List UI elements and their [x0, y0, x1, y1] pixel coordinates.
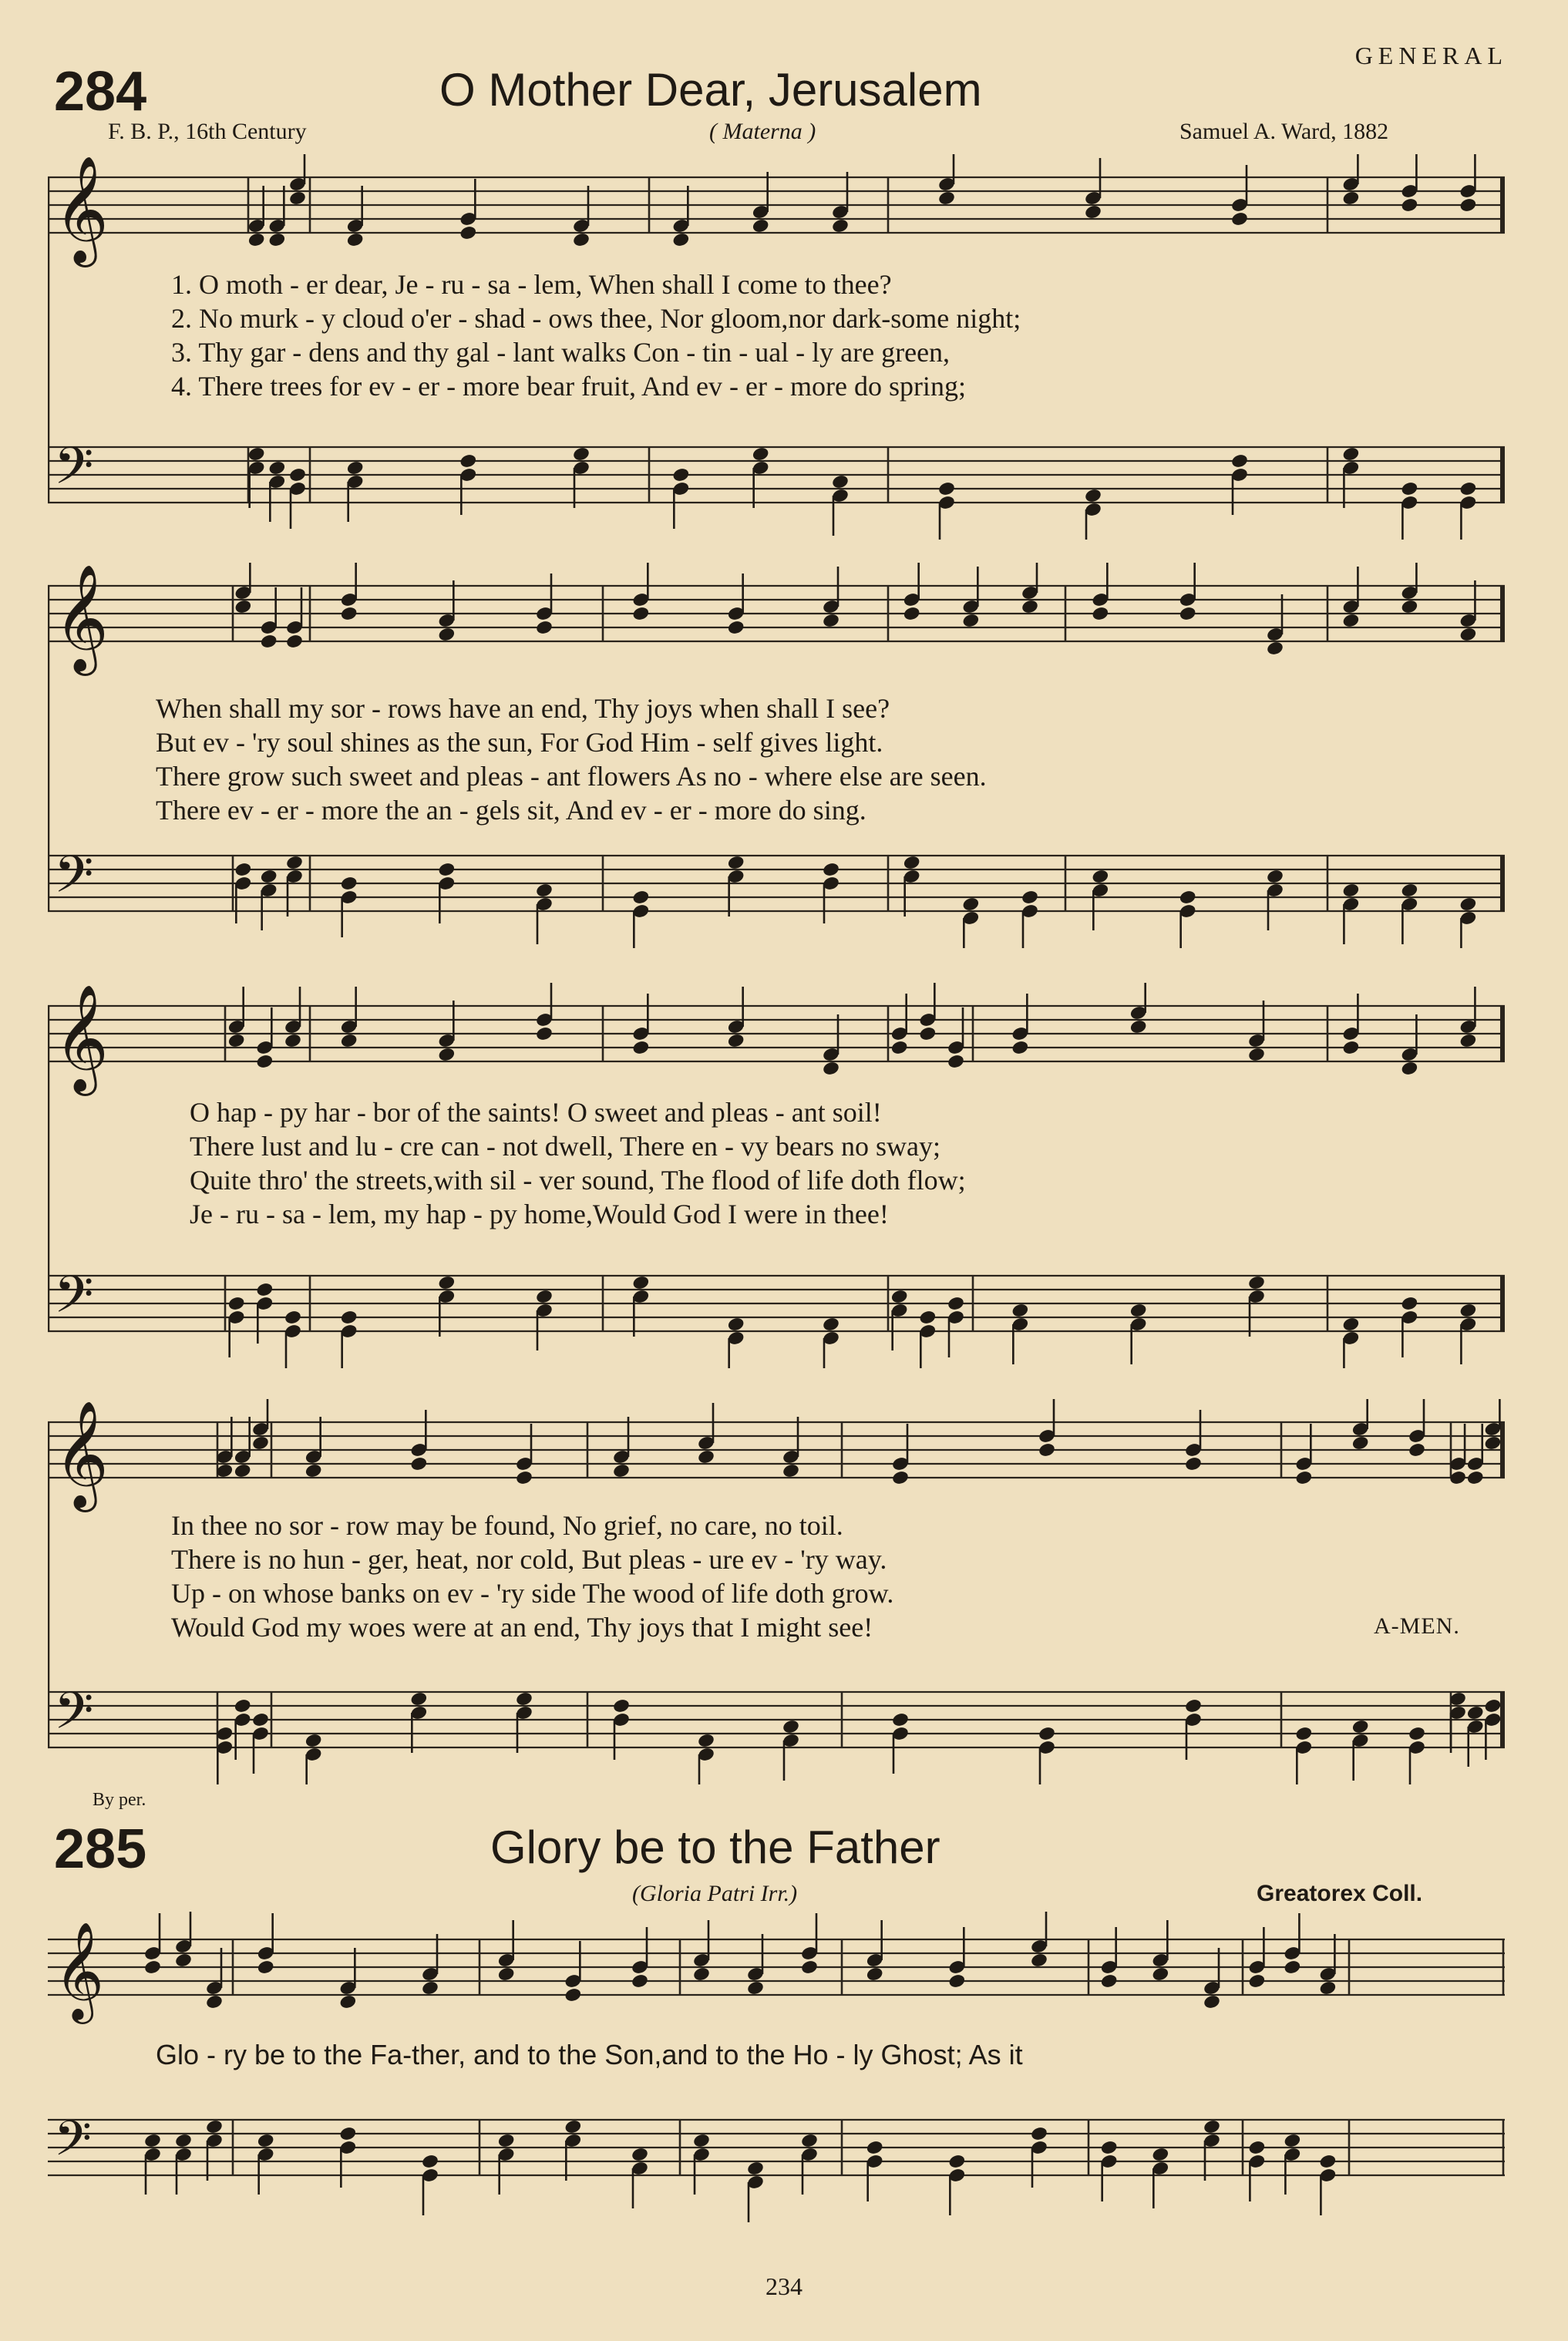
- note-head: [1184, 1698, 1203, 1714]
- note-head: [1408, 1442, 1426, 1458]
- note-head: [564, 2119, 582, 2135]
- note-head: [1400, 481, 1418, 497]
- note-head: [631, 1040, 650, 1056]
- note-head: [285, 634, 304, 650]
- note-head: [340, 606, 358, 622]
- lyric-verse-4: Je - ru - sa - lem, my hap - py home,Would God I were in thee!: [190, 1199, 889, 1229]
- note-head: [612, 1463, 631, 1479]
- note-head: [437, 627, 456, 643]
- note-head: [572, 232, 591, 248]
- treble-staff: [48, 156, 1505, 267]
- note-head: [1483, 1698, 1502, 1714]
- clef: 𝄞: [54, 1921, 105, 2020]
- note-head: [937, 190, 956, 207]
- note-head: [697, 1449, 715, 1465]
- note-head: [1038, 1726, 1056, 1742]
- treble-staff: [48, 1401, 1505, 1512]
- note-head: [903, 855, 921, 871]
- note-head: [1084, 204, 1102, 220]
- note-head: [631, 1275, 650, 1291]
- note-head: [1230, 453, 1249, 469]
- lyric-line-285: Glo - ry be to the Fa-ther, and to the Son,and to the Ho - ly Ghost; As it: [156, 2039, 1023, 2070]
- note-head: [1400, 1061, 1418, 1077]
- note-head: [1011, 1040, 1029, 1056]
- note-head: [1247, 1275, 1266, 1291]
- lyric-verse-1: When shall my sor - rows have an end, Thy joys when shall I see?: [156, 693, 890, 724]
- note-head: [1466, 1470, 1485, 1486]
- note-head: [1129, 1019, 1148, 1035]
- lyric-verse-2: 2. No murk - y cloud o'er - shad - ows thee, Nor gloom,nor dark-some night;: [171, 303, 1021, 334]
- note-head: [338, 2126, 357, 2142]
- note-head: [947, 2154, 966, 2170]
- note-head: [612, 1698, 631, 1714]
- note-head: [727, 620, 745, 636]
- note-head: [346, 232, 365, 248]
- note-head: [1459, 197, 1477, 214]
- note-head: [459, 225, 477, 241]
- note-head: [305, 1733, 323, 1749]
- note-head: [1294, 1470, 1313, 1486]
- treble-staff: [48, 564, 1505, 676]
- lyric-verse-2: There lust and lu - cre can - not dwell, There en - vy bears no sway;: [190, 1131, 940, 1162]
- lyric-verse-3: Quite thro' the streets,with sil - ver sound, The flood of life doth flow;: [190, 1165, 966, 1196]
- note-head: [1179, 890, 1197, 906]
- note-head: [822, 862, 840, 878]
- note-head: [782, 1719, 800, 1735]
- note-head: [174, 1953, 193, 1969]
- note-head: [340, 876, 358, 892]
- note-head: [234, 1463, 252, 1479]
- note-head: [284, 1033, 302, 1049]
- note-head: [1459, 1303, 1477, 1319]
- note-head: [1351, 1719, 1370, 1735]
- note-head: [1400, 599, 1418, 615]
- note-head: [1318, 2154, 1337, 2170]
- note-head: [631, 890, 650, 906]
- note-head: [288, 467, 307, 483]
- note-head: [692, 1966, 711, 1983]
- lyric-verse-3: There grow such sweet and pleas - ant flowers As no - where else are seen.: [156, 761, 987, 792]
- music-credit-285: Greatorex Coll.: [1257, 1881, 1423, 1906]
- note-head: [247, 446, 266, 462]
- note-head: [288, 190, 307, 207]
- hymn-title-284: O Mother Dear, Jerusalem: [439, 64, 982, 116]
- note-head: [890, 1289, 909, 1305]
- note-head: [831, 218, 850, 234]
- note-head: [1341, 190, 1360, 207]
- clef: 𝄞: [54, 564, 109, 671]
- note-head: [1247, 1047, 1266, 1063]
- clef: 𝄞: [54, 1401, 109, 1508]
- note-head: [1459, 627, 1477, 643]
- note-head: [1341, 446, 1360, 462]
- note-head: [234, 862, 252, 878]
- note-head: [1266, 869, 1284, 885]
- note-head: [1483, 1435, 1502, 1451]
- note-head: [346, 460, 365, 476]
- note-head: [1084, 488, 1102, 504]
- note-head: [752, 218, 770, 234]
- note-head: [947, 1054, 965, 1070]
- note-head: [143, 2133, 162, 2149]
- clef: 𝄢: [54, 1681, 94, 1753]
- note-head: [535, 1289, 554, 1305]
- note-head: [437, 862, 456, 878]
- tune-name-285: (Gloria Patri Irr.): [632, 1881, 798, 1906]
- note-head: [257, 1959, 275, 1976]
- note-head: [251, 1712, 270, 1728]
- note-head: [866, 1966, 884, 1983]
- note-head: [890, 1040, 909, 1056]
- note-head: [260, 869, 278, 885]
- note-head: [285, 855, 304, 871]
- note-head: [631, 2147, 649, 2163]
- note-head: [1038, 1442, 1056, 1458]
- clef: 𝄞: [54, 984, 109, 1091]
- note-head: [961, 613, 980, 629]
- note-head: [1021, 890, 1039, 906]
- note-head: [1030, 2126, 1048, 2142]
- note-head: [572, 446, 591, 462]
- note-head: [822, 1061, 840, 1077]
- note-head: [800, 2133, 819, 2149]
- note-head: [937, 481, 956, 497]
- note-head: [903, 606, 921, 622]
- note-head: [1247, 1973, 1266, 1990]
- note-head: [340, 1310, 358, 1326]
- note-head: [305, 1463, 323, 1479]
- note-head: [535, 1026, 554, 1042]
- note-head: [1129, 1303, 1148, 1319]
- note-head: [1247, 2140, 1266, 2156]
- note-head: [143, 1959, 162, 1976]
- note-head: [497, 1966, 516, 1983]
- note-head: [631, 606, 650, 622]
- amen-label: A-MEN.: [1374, 1613, 1460, 1639]
- note-head: [947, 1296, 965, 1312]
- note-head: [564, 1987, 582, 2003]
- note-head: [284, 1310, 302, 1326]
- note-head: [535, 883, 554, 899]
- lyric-verse-4: 4. There trees for ev - er - more bear fruit, And ev - er - more do spring;: [171, 371, 966, 402]
- note-head: [234, 1698, 252, 1714]
- note-head: [1151, 1966, 1169, 1983]
- note-head: [1341, 613, 1360, 629]
- note-head: [268, 232, 286, 248]
- note-head: [1459, 896, 1477, 913]
- lyric-verse-1: In thee no sor - row may be found, No grief, no care, no toil.: [171, 1510, 843, 1541]
- note-head: [338, 1994, 357, 2010]
- note-head: [1230, 211, 1249, 227]
- section-label: GENERAL: [1354, 42, 1508, 69]
- system-285: [48, 1912, 1505, 2235]
- note-head: [746, 1980, 765, 1996]
- note-head: [746, 2161, 765, 2177]
- lyric-verse-3: Up - on whose banks on ev - 'ry side The wood of life doth grow.: [171, 1578, 894, 1609]
- note-head: [515, 1470, 533, 1486]
- note-head: [257, 2133, 275, 2149]
- note-head: [205, 2119, 224, 2135]
- note-head: [340, 1033, 358, 1049]
- note-head: [437, 1047, 456, 1063]
- note-head: [1341, 883, 1360, 899]
- clef: 𝄢: [54, 845, 94, 917]
- lyric-verse-1: 1. O moth - er dear, Je - ru - sa - lem, When shall I come to thee?: [171, 269, 892, 300]
- note-head: [535, 620, 554, 636]
- clef: 𝄢: [54, 436, 94, 508]
- lyric-verse-3: 3. Thy gar - dens and thy gal - lant walks Con - tin - ual - ly are green,: [171, 337, 951, 368]
- note-head: [1091, 869, 1109, 885]
- note-head: [268, 460, 286, 476]
- note-head: [947, 1973, 966, 1990]
- note-head: [1266, 641, 1284, 657]
- note-head: [1318, 1980, 1337, 1996]
- note-head: [251, 1435, 270, 1451]
- note-head: [866, 2140, 884, 2156]
- note-head: [1100, 2140, 1119, 2156]
- note-head: [822, 1317, 840, 1333]
- note-head: [1100, 1973, 1119, 1990]
- lyric-verse-2: There is no hun - ger, heat, nor cold, But pleas - ure ev - 'ry way.: [171, 1544, 887, 1575]
- note-head: [697, 1733, 715, 1749]
- note-head: [1203, 2119, 1221, 2135]
- note-head: [918, 1310, 937, 1326]
- note-head: [421, 2154, 439, 2170]
- note-head: [1283, 1959, 1301, 1976]
- treble-staff: [48, 984, 1505, 1096]
- page-number: 234: [765, 2272, 803, 2300]
- note-head: [260, 634, 278, 650]
- note-head: [727, 1317, 745, 1333]
- words-credit: F. B. P., 16th Century: [108, 119, 307, 144]
- note-head: [1400, 1296, 1418, 1312]
- note-head: [227, 1296, 246, 1312]
- hymn-number-285: 285: [54, 1818, 147, 1880]
- bass-staff: [48, 436, 1505, 508]
- note-head: [671, 467, 690, 483]
- music-credit: Samuel A. Ward, 1882: [1179, 119, 1389, 144]
- note-head: [1021, 599, 1039, 615]
- note-head: [631, 1973, 649, 1990]
- note-head: [205, 1994, 224, 2010]
- note-head: [497, 2133, 516, 2149]
- note-head: [1011, 1303, 1029, 1319]
- note-head: [247, 232, 266, 248]
- note-head: [1091, 606, 1109, 622]
- note-head: [234, 599, 252, 615]
- note-head: [822, 613, 840, 629]
- clef: 𝄢: [54, 1265, 94, 1337]
- note-head: [1341, 1317, 1360, 1333]
- note-head: [174, 2133, 193, 2149]
- note-head: [421, 1980, 439, 1996]
- note-head: [800, 1959, 819, 1976]
- note-head: [227, 1033, 246, 1049]
- lyric-verse-4: Would God my woes were at an end, Thy joys that I might see!: [171, 1612, 873, 1643]
- hymn-title-285: Glory be to the Father: [490, 1821, 940, 1873]
- note-head: [727, 855, 745, 871]
- note-head: [1459, 481, 1477, 497]
- note-head: [1283, 2133, 1301, 2149]
- note-head: [727, 1033, 745, 1049]
- note-head: [891, 1712, 910, 1728]
- note-head: [1459, 1033, 1477, 1049]
- lyric-verse-1: O hap - py har - bor of the saints! O sweet and pleas - ant soil!: [190, 1097, 882, 1128]
- note-head: [1466, 1705, 1485, 1721]
- clef: 𝄢: [54, 2110, 92, 2178]
- note-head: [918, 1026, 937, 1042]
- note-head: [752, 446, 770, 462]
- note-head: [1400, 883, 1418, 899]
- note-head: [1151, 2147, 1169, 2163]
- note-head: [255, 1054, 274, 1070]
- lyric-verse-4: There ev - er - more the an - gels sit, And ev - er - more do sing.: [156, 795, 866, 826]
- note-head: [409, 1691, 428, 1707]
- note-head: [437, 1275, 456, 1291]
- note-head: [1400, 197, 1418, 214]
- note-head: [1341, 1040, 1360, 1056]
- permission-note: By per.: [93, 1790, 146, 1810]
- note-head: [459, 453, 477, 469]
- note-head: [515, 1691, 533, 1707]
- note-head: [782, 1463, 800, 1479]
- note-head: [1184, 1456, 1203, 1472]
- note-head: [1351, 1435, 1370, 1451]
- note-head: [1294, 1726, 1313, 1742]
- note-head: [1179, 606, 1197, 622]
- note-head: [891, 1470, 910, 1486]
- note-head: [671, 232, 690, 248]
- note-head: [831, 474, 850, 490]
- note-head: [692, 2133, 711, 2149]
- hymn-number-284: 284: [54, 61, 147, 123]
- note-head: [1408, 1726, 1426, 1742]
- lyric-verse-2: But ev - 'ry soul shines as the sun, For God Him - self gives light.: [156, 727, 883, 758]
- note-head: [409, 1456, 428, 1472]
- note-head: [1203, 1994, 1221, 2010]
- clef: 𝄞: [54, 156, 109, 263]
- note-head: [255, 1282, 274, 1298]
- note-head: [961, 896, 980, 913]
- note-head: [1030, 1953, 1048, 1969]
- tune-name: ( Materna ): [709, 119, 816, 144]
